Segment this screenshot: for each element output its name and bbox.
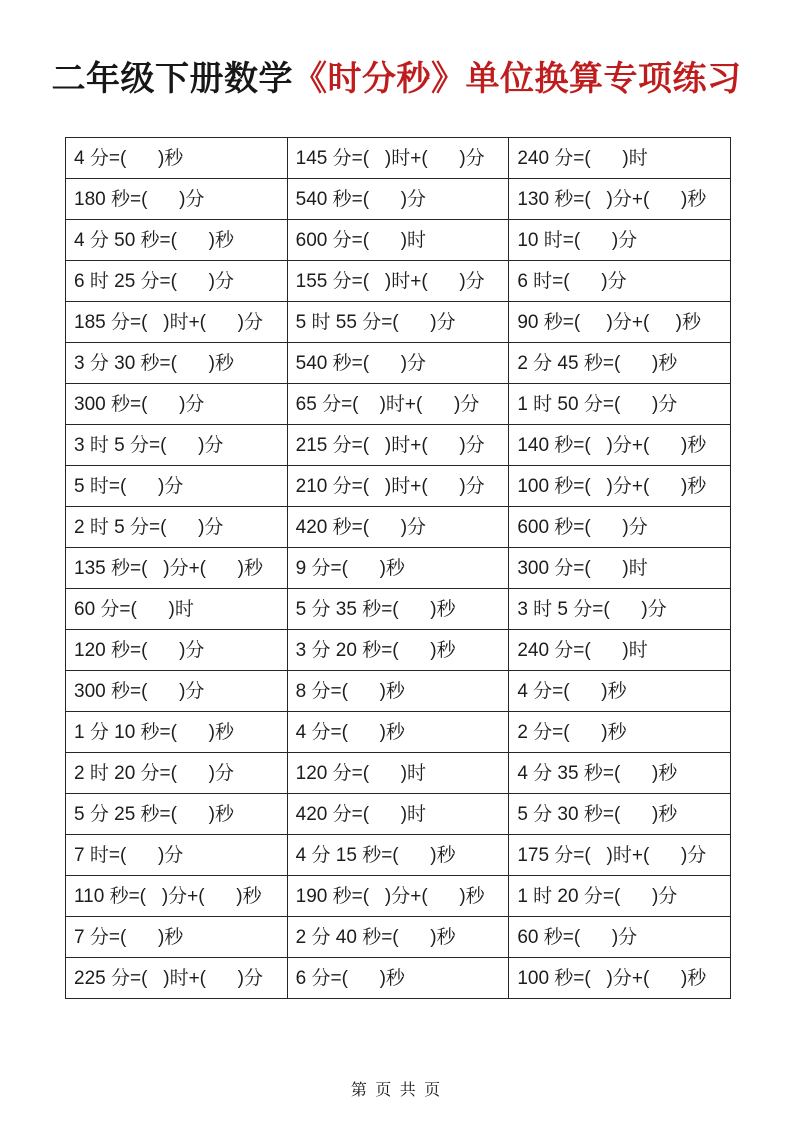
exercise-cell: 5 时=( )分 — [66, 466, 288, 507]
exercise-cell: 540 秒=( )分 — [287, 343, 509, 384]
exercise-cell: 2 分 40 秒=( )秒 — [287, 917, 509, 958]
exercise-cell: 420 分=( )时 — [287, 794, 509, 835]
exercise-cell: 10 时=( )分 — [509, 220, 731, 261]
title-topic-part: 《时分秒》单位换算专项练习 — [293, 61, 742, 98]
exercise-cell: 1 时 50 分=( )分 — [509, 384, 731, 425]
table-row — [66, 138, 731, 179]
exercise-cell: 300 秒=( )分 — [66, 671, 288, 712]
exercise-cell: 185 分=( )时+( )分 — [66, 302, 288, 343]
exercise-cell: 145 分=( )时+( )分 — [287, 138, 509, 179]
exercise-cell: 4 分 35 秒=( )秒 — [509, 753, 731, 794]
exercise-cell: 155 分=( )时+( )分 — [287, 261, 509, 302]
exercise-cell: 5 时 55 分=( )分 — [287, 302, 509, 343]
exercise-cell: 2 时 20 分=( )分 — [66, 753, 288, 794]
exercise-table — [65, 137, 731, 999]
exercise-cell: 600 分=( )时 — [287, 220, 509, 261]
exercise-cell: 5 分 35 秒=( )秒 — [287, 589, 509, 630]
table-row — [66, 835, 731, 876]
table-row — [66, 302, 731, 343]
exercise-cell: 4 分=( )秒 — [66, 138, 288, 179]
exercise-cell: 215 分=( )时+( )分 — [287, 425, 509, 466]
exercise-cell: 240 分=( )时 — [509, 630, 731, 671]
exercise-cell: 60 分=( )时 — [66, 589, 288, 630]
exercise-cell: 100 秒=( )分+( )秒 — [509, 958, 731, 999]
exercise-cell: 3 分 20 秒=( )秒 — [287, 630, 509, 671]
exercise-cell: 420 秒=( )分 — [287, 507, 509, 548]
exercise-cell: 2 时 5 分=( )分 — [66, 507, 288, 548]
table-row — [66, 671, 731, 712]
table-row — [66, 917, 731, 958]
exercise-cell: 180 秒=( )分 — [66, 179, 288, 220]
exercise-cell: 3 时 5 分=( )分 — [509, 589, 731, 630]
exercise-cell: 65 分=( )时+( )分 — [287, 384, 509, 425]
table-row — [66, 384, 731, 425]
exercise-cell: 190 秒=( )分+( )秒 — [287, 876, 509, 917]
exercise-cell: 210 分=( )时+( )分 — [287, 466, 509, 507]
exercise-cell: 7 分=( )秒 — [66, 917, 288, 958]
table-row — [66, 343, 731, 384]
exercise-cell: 6 分=( )秒 — [287, 958, 509, 999]
exercise-cell: 300 分=( )时 — [509, 548, 731, 589]
title-grade-part: 二年级下册数学 — [51, 61, 293, 98]
exercise-cell: 3 时 5 分=( )分 — [66, 425, 288, 466]
exercise-cell: 175 分=( )时+( )分 — [509, 835, 731, 876]
exercise-cell: 130 秒=( )分+( )秒 — [509, 179, 731, 220]
page-title — [0, 56, 793, 104]
exercise-cell: 120 分=( )时 — [287, 753, 509, 794]
exercise-cell: 1 分 10 秒=( )秒 — [66, 712, 288, 753]
exercise-cell: 4 分=( )秒 — [287, 712, 509, 753]
exercise-cell: 100 秒=( )分+( )秒 — [509, 466, 731, 507]
exercise-table-body — [66, 138, 731, 999]
table-row — [66, 261, 731, 302]
exercise-cell: 5 分 25 秒=( )秒 — [66, 794, 288, 835]
table-row — [66, 589, 731, 630]
exercise-cell: 5 分 30 秒=( )秒 — [509, 794, 731, 835]
exercise-cell: 2 分 45 秒=( )秒 — [509, 343, 731, 384]
exercise-cell: 3 分 30 秒=( )秒 — [66, 343, 288, 384]
table-row — [66, 794, 731, 835]
table-row — [66, 425, 731, 466]
exercise-cell: 4 分 50 秒=( )秒 — [66, 220, 288, 261]
table-row — [66, 753, 731, 794]
exercise-cell: 60 秒=( )分 — [509, 917, 731, 958]
table-row — [66, 876, 731, 917]
exercise-cell: 90 秒=( )分+( )秒 — [509, 302, 731, 343]
exercise-cell: 6 时=( )分 — [509, 261, 731, 302]
exercise-cell: 9 分=( )秒 — [287, 548, 509, 589]
exercise-cell: 4 分 15 秒=( )秒 — [287, 835, 509, 876]
exercise-cell: 110 秒=( )分+( )秒 — [66, 876, 288, 917]
exercise-cell: 540 秒=( )分 — [287, 179, 509, 220]
exercise-cell: 135 秒=( )分+( )秒 — [66, 548, 288, 589]
exercise-cell: 240 分=( )时 — [509, 138, 731, 179]
table-row — [66, 507, 731, 548]
table-row — [66, 466, 731, 507]
table-row — [66, 958, 731, 999]
exercise-cell: 8 分=( )秒 — [287, 671, 509, 712]
table-row — [66, 220, 731, 261]
table-row — [66, 548, 731, 589]
table-row — [66, 630, 731, 671]
exercise-cell: 4 分=( )秒 — [509, 671, 731, 712]
exercise-cell: 2 分=( )秒 — [509, 712, 731, 753]
exercise-cell: 300 秒=( )分 — [66, 384, 288, 425]
exercise-cell: 140 秒=( )分+( )秒 — [509, 425, 731, 466]
page-footer: 第 页 共 页 — [350, 1082, 443, 1099]
exercise-cell: 1 时 20 分=( )分 — [509, 876, 731, 917]
table-row — [66, 712, 731, 753]
exercise-cell: 6 时 25 分=( )分 — [66, 261, 288, 302]
exercise-cell: 120 秒=( )分 — [66, 630, 288, 671]
exercise-cell: 225 分=( )时+( )分 — [66, 958, 288, 999]
exercise-cell: 600 秒=( )分 — [509, 507, 731, 548]
table-row — [66, 179, 731, 220]
exercise-cell: 7 时=( )分 — [66, 835, 288, 876]
